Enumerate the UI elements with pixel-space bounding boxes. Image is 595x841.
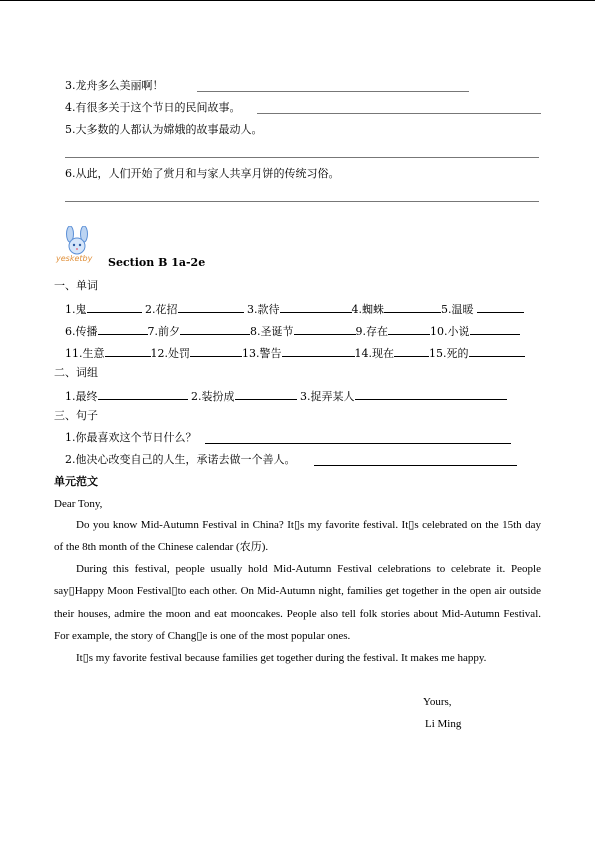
phrases-heading <box>54 366 98 380</box>
vocab-blank[interactable] <box>388 323 430 335</box>
vocab-blank[interactable] <box>87 301 142 313</box>
phrase-item: 2.装扮成 <box>191 390 235 403</box>
vocab-row <box>65 323 520 339</box>
phrases-heading-text: 二、词组 <box>54 366 98 379</box>
vocab-item: 7.前夕 <box>147 325 180 338</box>
sentence-item <box>65 453 296 467</box>
sentence-item <box>65 431 197 445</box>
vocab-item: 6.传播 <box>65 325 98 338</box>
translate-item-5 <box>65 123 263 137</box>
sentences-heading-text: 三、句子 <box>54 409 98 422</box>
vocab-blank[interactable] <box>178 301 244 313</box>
essay-paragraph: Do you know Mid-Autumn Festival in China? It▯s my favorite festival. It▯s celebrated on the 15th day of the 8th month of the Chinese calendar (农历). <box>54 519 541 554</box>
vocab-item: 10.小说 <box>430 325 470 338</box>
vocab-row <box>65 345 525 361</box>
answer-line[interactable] <box>314 465 517 466</box>
essay-closing <box>423 695 452 709</box>
greeting-text: Dear Tony, <box>54 498 103 510</box>
vocab-item: 5.温暖 <box>441 303 474 316</box>
essay-greeting <box>54 497 102 511</box>
vocab-item: 13.警告 <box>242 347 282 360</box>
translate-item-text: 3.龙舟多么美丽啊！ <box>65 79 164 92</box>
phrase-item: 1.最终 <box>65 390 98 403</box>
sentence-text: 1.你最喜欢这个节日什么？ <box>65 431 197 444</box>
page-top-border <box>0 0 595 1</box>
vocab-item: 8.圣诞节 <box>250 325 294 338</box>
translate-item-4 <box>65 101 241 115</box>
phrases-row <box>65 388 507 404</box>
vocab-blank[interactable] <box>384 301 441 313</box>
vocab-blank[interactable] <box>180 323 250 335</box>
vocab-heading-text: 一、单词 <box>54 279 98 292</box>
section-title-text: Section B 1a-2e <box>108 256 206 269</box>
translate-item-text: 5.大多数的人都认为嫦娥的故事最动人。 <box>65 123 263 136</box>
vocab-item: 9.存在 <box>355 325 388 338</box>
answer-line[interactable] <box>257 113 541 114</box>
vocab-row <box>65 301 524 317</box>
vocab-blank[interactable] <box>469 345 525 357</box>
vocab-blank[interactable] <box>280 301 352 313</box>
signature-text: Li Ming <box>425 718 462 730</box>
vocab-blank[interactable] <box>470 323 520 335</box>
translate-item-text: 6.从此，人们开始了赏月和与家人共享月饼的传统习俗。 <box>65 167 340 180</box>
vocab-item: 3.款待 <box>247 303 280 316</box>
vocab-blank[interactable] <box>105 345 151 357</box>
essay-paragraph: During this festival, people usually hold Mid-Autumn Festival celebrations to celebrate it. People say▯Happy Moon Festival▯to each other. On Mid-Autumn night, families get together in the open air outside their houses, admire the moon and eat mooncakes. People also tell folk stories about Mid-Autumn Festival. For example, the story of Chang▯e is one of the most popular ones. <box>54 563 541 642</box>
answer-line[interactable] <box>197 91 469 92</box>
vocab-blank[interactable] <box>294 323 356 335</box>
phrase-blank[interactable] <box>355 388 507 400</box>
answer-line[interactable] <box>65 157 539 158</box>
vocab-blank[interactable] <box>282 345 355 357</box>
vocab-blank[interactable] <box>190 345 242 357</box>
translate-item-text: 4.有很多关于这个节日的民间故事。 <box>65 101 241 114</box>
phrase-blank[interactable] <box>235 388 297 400</box>
vocab-item: 1.鬼 <box>65 303 87 316</box>
closing-text: Yours, <box>423 696 452 708</box>
logo-text: yesketby <box>56 254 93 263</box>
vocab-item: 4.蜘蛛 <box>351 303 384 316</box>
vocab-blank[interactable] <box>477 301 524 313</box>
essay-signature <box>425 717 461 731</box>
vocab-item: 15.死的 <box>429 347 469 360</box>
vocab-item: 11.生意 <box>65 347 105 360</box>
answer-line[interactable] <box>65 201 539 202</box>
essay-heading <box>54 475 98 489</box>
phrase-item: 3.捉弄某人 <box>300 390 355 403</box>
answer-line[interactable] <box>205 443 511 444</box>
sentences-heading <box>54 409 98 423</box>
vocab-heading <box>54 279 98 293</box>
essay-heading-text: 单元范文 <box>54 475 98 488</box>
essay-paragraph: It▯s my favorite festival because families get together during the festival. It makes me happy. <box>76 652 487 664</box>
vocab-blank[interactable] <box>98 323 148 335</box>
translate-item-3 <box>65 79 164 93</box>
vocab-item: 2.花招 <box>145 303 178 316</box>
phrase-blank[interactable] <box>98 388 188 400</box>
vocab-blank[interactable] <box>394 345 429 357</box>
translate-item-6 <box>65 167 340 181</box>
section-title <box>108 256 205 270</box>
sentence-text: 2.他决心改变自己的人生，承诺去做一个善人。 <box>65 453 296 466</box>
vocab-item: 14.现在 <box>354 347 394 360</box>
vocab-item: 12.处罚 <box>150 347 190 360</box>
rabbit-logo-icon <box>56 226 100 266</box>
